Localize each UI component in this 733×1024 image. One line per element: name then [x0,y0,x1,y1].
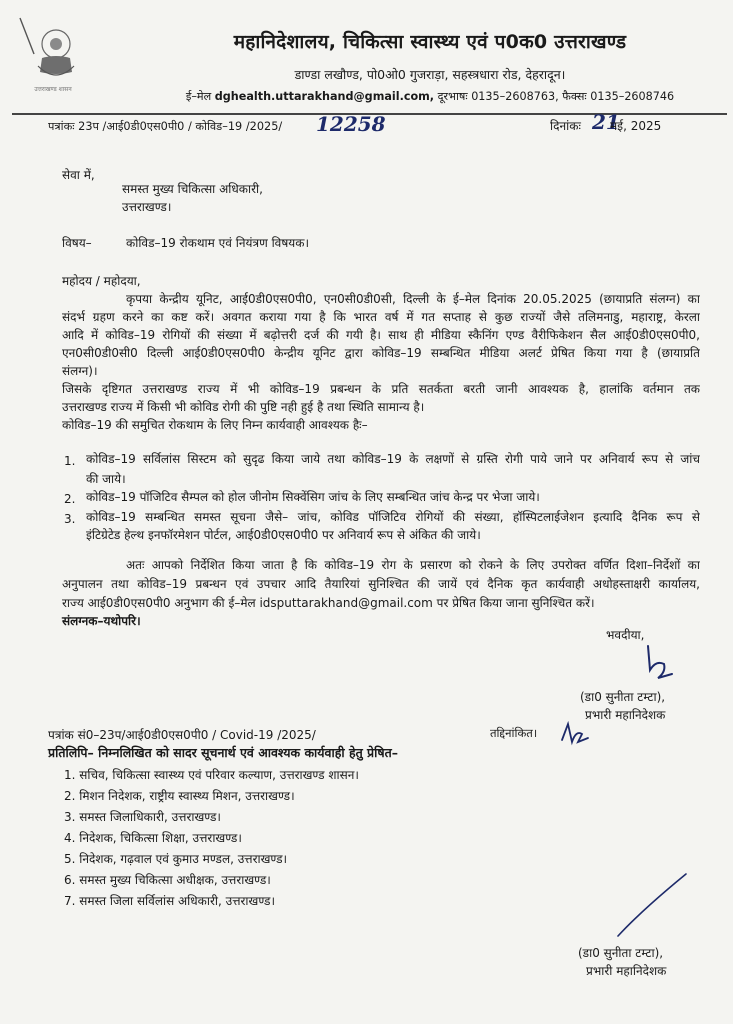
list-item-line: कोविड–19 पॉजिटिव सैम्पल को होल जीनोम सिक्वेंसिग जांच के लिए सम्बन्धित जांच केन्द्र पर भेजा जाये। [86,490,540,504]
uttarakhand-govt-emblem [12,14,94,94]
copy-recipient: 4. निदेशक, चिकित्सा शिक्षा, उत्तराखण्ड। [64,831,242,845]
copy-recipient: 7. समस्त जिला सर्विलांस अधिकारी, उत्तराखण्ड। [64,894,276,908]
copy-recipient: 3. समस्त जिलाधिकारी, उत्तराखण्ड। [64,810,221,824]
list-item-line: कोविड–19 सर्विलांस सिस्टम को सुदृढ किया जाये तथा कोविड–19 के लक्षणों से ग्रस्ति रोगी पाये जाने पर अनिवार्य रूप से जांच [86,452,700,466]
office-phone: 0135–2608763, [471,90,559,103]
copy-recipient: 2. मिशन निदेशक, राष्ट्रीय स्वास्थ्य मिशन, उत्तराखण्ड। [64,789,295,803]
subject-text: कोविड–19 रोकथाम एवं नियंत्रण विषयक। [126,236,310,250]
office-contact [150,89,710,104]
para1-line: एन0सी0डी0सी0 दिल्ली आई0डी0एस0पी0 केन्द्रीय यूनिट द्वारा कोविड–19 सम्बन्धित मीडिया अलर्ट प्रेषित किया गया है (छायाप्रति [62,346,700,360]
list-number: 2. [64,492,76,506]
copy-recipient: 6. समस्त मुख्य चिकित्सा अधीक्षक, उत्तराखण्ड। [64,873,271,887]
addressee-line1: समस्त मुख्य चिकित्सा अधिकारी, [122,182,263,196]
list-number: 3. [64,512,76,526]
para1-line: संलग्न)। [62,364,98,378]
logo-caption: उत्तराखण्ड शासन [34,86,72,93]
date-month-year: मई, 2025 [610,119,662,133]
para3: कोविड–19 की समुचित रोकथाम के लिए निम्न कार्यवाही आवश्यक हैः– [62,418,368,432]
signatory-designation: प्रभारी महानिदेशक [585,708,666,722]
reference-number: 23प /आई0डी0एस0पी0 / कोविड–19 /2025/ [78,120,283,133]
handwritten-date-day: 21 [592,110,620,134]
signatory2-name: (डा0 सुनीता टम्टा), [578,946,664,960]
handwritten-dispatch-number: 12258 [316,112,386,136]
copy-heading: प्रतिलिपि– निम्नलिखित को सादर सूचनार्थ एवं आवश्यक कार्यवाही हेतु प्रेषित– [48,745,399,760]
phone-label: दूरभाषः [437,90,468,103]
list-item-line: की जाये। [86,472,126,486]
para4-line: राज्य आई0डी0एस0पी0 अनुभाग की ई–मेल idsputtarakhand@gmail.com पर प्रेषित किया जाना सुनिश्चित करें। [62,596,595,610]
email-label: ई–मेल [185,90,212,103]
signatory-name: (डा0 सुनीता टम्टा), [580,690,666,704]
signature-stroke [612,870,692,940]
copy-recipient: 1. सचिव, चिकित्सा स्वास्थ्य एवं परिवार कल्याण, उत्तराखण्ड शासन। [64,768,359,782]
signatory2-designation: प्रभारी महानिदेशक [586,964,667,978]
list-item-line: इंटिग्रेटेड हेल्थ इनफॉरमेशन पोर्टल, आई0डी0एस0पी0 पर अनिवार्य रूप से अंकित की जाये। [86,528,481,542]
date-label: दिनांकः [550,119,581,133]
para4-line: अतः आपको निर्देशित किया जाता है कि कोविड–19 रोग के प्रसारण को रोकने के लिए उपरोक्त वर्णित दिशा–निर्देशों का [126,558,700,572]
addressee-line2: उत्तराखण्ड। [122,200,172,214]
fax-label: फैक्सः [562,90,587,103]
office-fax: 0135–2608746 [590,90,675,103]
para1-line: कृपया केन्द्रीय यूनिट, आई0डी0एस0पी0, एन0सी0डी0सी, दिल्ली के ई–मेल दिनांक 20.05.2025 (छायाप्रति संलग्न) का [126,292,700,306]
office-address: डाण्डा लखौण्ड, पो0ओ0 गुजराड़ा, सहस्त्रधारा रोड, देहरादून। [294,67,566,82]
para4-line: अनुपालन तथा कोविड–19 प्रबन्धन एवं उपचार आदि तैयारियां सुनिश्चित की जायें एवं दैनिक कृत कार्यवाही अधोहस्ताक्षरी कार्यालय, [62,577,700,591]
subject-label: विषय– [62,236,92,250]
greeting: महोदय / महोदया, [62,274,141,288]
copy-dated: तद्दिनांकित। [490,726,538,740]
reference-line [48,119,282,134]
enclosure-note: संलग्नक–यथोपरि। [62,614,141,628]
list-item-line: कोविड–19 सम्बन्धित समस्त सूचना जैसे– जांच, कोविड पॉजिटिव रोगियों की संख्या, हॉस्पिटलाईजेशन इत्यादि दैनिक रूप से [86,510,700,524]
para2-line: उत्तराखण्ड राज्य में किसी भी कोविड रोगी की पुष्टि नही हुई है तथा स्थिति सामान्य है। [62,400,425,414]
para2-line: जिसके दृष्टिगत उत्तराखण्ड राज्य में भी कोविड–19 प्रबन्धन के प्रति सतर्कता बरती जानी आवश्यक है, हालांकि वर्तमान तक [62,382,700,396]
office-title: महानिदेशालय, चिकित्सा स्वास्थ्य एवं प0क0 उत्तराखण्ड [233,31,627,53]
para1-line: संदर्भ ग्रहण करने का कष्ट करें। अवगत कराया गया है कि भारत वर्ष में गत सप्ताह से कुछ राज्यों जैसे तलिमनाडु, महाराष्ट्र, केरला [62,310,700,324]
initial-scribble [558,720,590,746]
office-email: dghealth.uttarakhand@gmail.com, [214,90,435,103]
copy-recipient: 5. निदेशक, गढ़वाल एवं कुमाउ मण्डल, उत्तराखण्ड। [64,852,288,866]
closing-word: भवदीया, [606,628,645,642]
copy-reference: पत्रांक सं0–23प/आई0डी0एस0पी0 / Covid-19 /2025/ [48,728,316,742]
reference-label: पत्रांकः [48,120,75,133]
signature-scribble [636,640,676,684]
salutation-to: सेवा में, [62,168,95,182]
list-number: 1. [64,454,76,468]
para1-line: आदि में कोविड–19 रोगियों की संख्या में बढ़ोत्तरी दर्ज की गयी है। साथ ही मीडिया स्कैनिंग एण्ड वैरीफिकेशन सैल आई0डी0एस0पी0, [62,328,700,342]
